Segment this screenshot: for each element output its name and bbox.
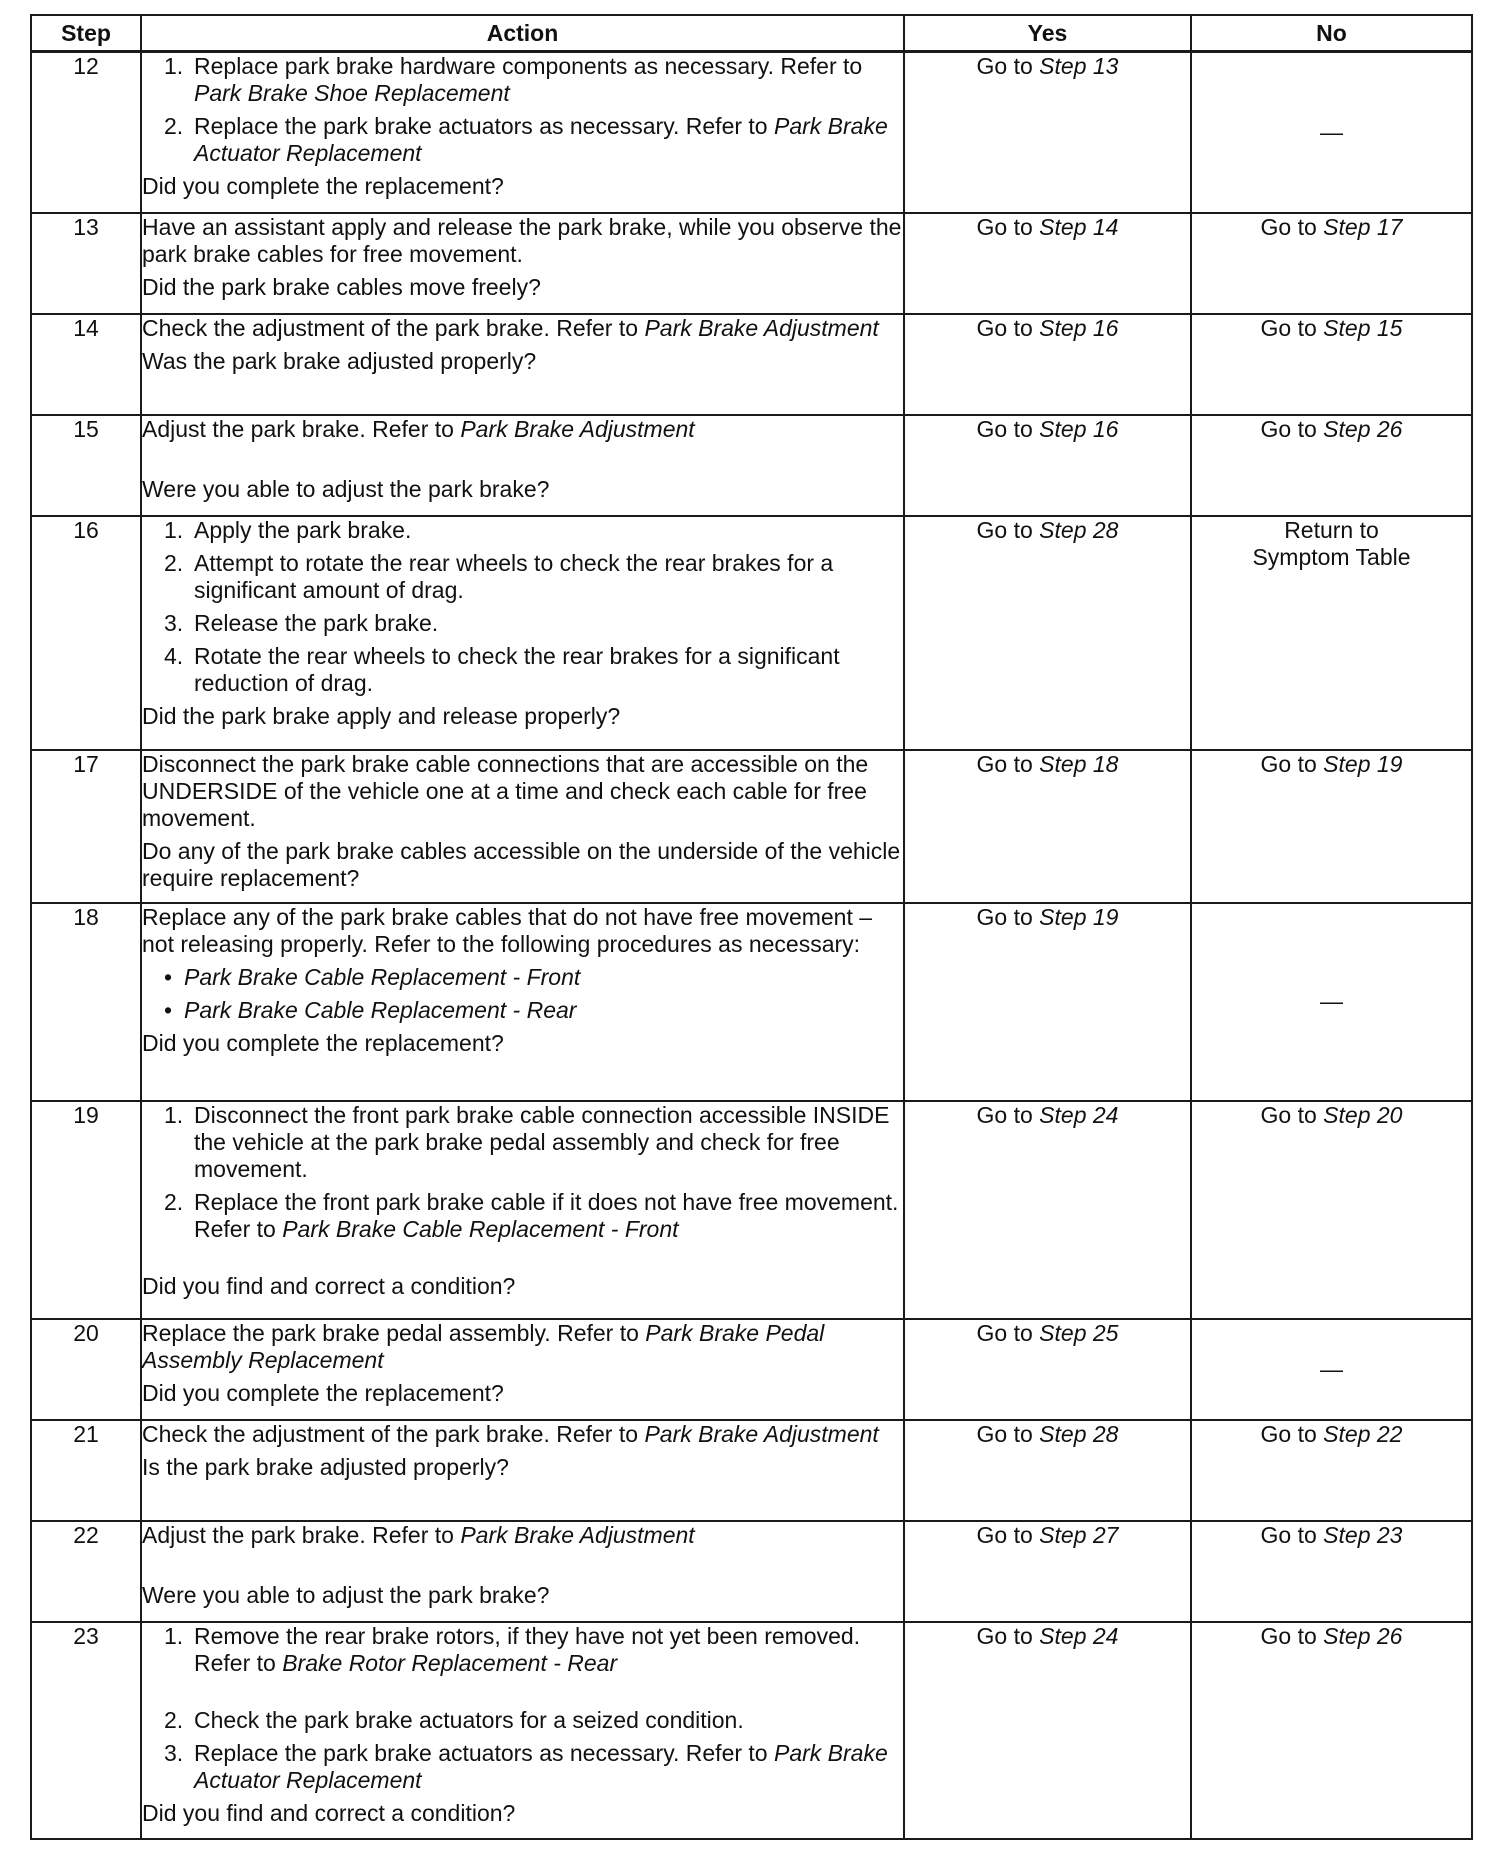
step-number: 13 — [31, 213, 141, 314]
no-result: Go to Step 20 — [1191, 1101, 1472, 1319]
list-item: 3. Release the park brake. — [164, 609, 439, 636]
step-number: 20 — [31, 1319, 141, 1420]
reference-link: Brake Rotor Replacement - Rear — [282, 1649, 618, 1676]
no-result: Go to Step 22 — [1191, 1420, 1472, 1521]
step-number: 23 — [31, 1622, 141, 1839]
reference-link: Park Brake Cable Replacement - Front — [282, 1215, 679, 1242]
no-result: Go to Step 23 — [1191, 1521, 1472, 1622]
no-result — [1191, 52, 1472, 213]
step-number: 15 — [31, 415, 141, 516]
reference-link: Park Brake Adjustment — [460, 1521, 695, 1548]
question-text: Is the park brake adjusted properly? — [142, 1453, 509, 1480]
action-cell — [141, 1319, 904, 1420]
step-number: 12 — [31, 52, 141, 213]
reference-link: Park Brake Shoe Replacement — [194, 80, 510, 106]
action-cell — [141, 903, 904, 1101]
step-number: 16 — [31, 516, 141, 750]
action-cell — [141, 1101, 904, 1319]
action-text: Replace any of the park brake cables that do not have free movement – not releasing properly. Refer to the following procedures as necessary: — [142, 903, 873, 957]
step-number: 22 — [31, 1521, 141, 1622]
action-text: Adjust the park brake. Refer to Park Brake Adjustment — [142, 415, 695, 442]
question-text: Did you find and correct a condition? — [142, 1799, 516, 1826]
step-number: 21 — [31, 1420, 141, 1521]
reference-link: Park Brake Cable Replacement - Rear — [184, 996, 577, 1023]
action-text: Check the adjustment of the park brake. Refer to Park Brake Adjustment — [142, 1420, 879, 1447]
no-result: Go to Step 19 — [1191, 750, 1472, 903]
table-row — [31, 903, 1472, 1101]
no-result — [1191, 903, 1472, 1101]
action-cell — [141, 1622, 904, 1839]
action-cell — [141, 213, 904, 314]
procedure-list — [142, 964, 903, 1024]
action-cell — [141, 314, 904, 415]
step-number: 18 — [31, 903, 141, 1101]
action-text: Have an assistant apply and release the park brake, while you observe the park brake cables for free movement. — [142, 213, 902, 267]
list-item: 2. Replace the park brake actuators as necessary. Refer to Park Brake Actuator Replacement — [164, 113, 888, 166]
table-header-row — [31, 15, 1472, 52]
action-cell — [141, 1521, 904, 1622]
yes-result: Go to Step 19 — [904, 903, 1191, 1101]
question-text: Do any of the park brake cables accessible on the underside of the vehicle require replacement? — [142, 837, 901, 891]
question-text: Were you able to adjust the park brake? — [142, 475, 550, 502]
question-text: Did you find and correct a condition? — [142, 1272, 516, 1299]
table-row — [31, 750, 1472, 903]
yes-result: Go to Step 25 — [904, 1319, 1191, 1420]
dash: — — [1320, 988, 1343, 1014]
table-row — [31, 213, 1472, 314]
list-item: 2. Replace the front park brake cable if it does not have free movement. Refer to Park Brake Cable Replacement - Front — [164, 1188, 899, 1242]
list-item: • Park Brake Cable Replacement - Rear — [164, 996, 577, 1023]
yes-result: Go to Step 27 — [904, 1521, 1191, 1622]
action-steps — [142, 517, 903, 697]
action-cell — [141, 750, 904, 903]
dash: — — [1320, 118, 1343, 145]
list-item: 1. Apply the park brake. — [164, 516, 412, 543]
yes-result: Go to Step 13 — [904, 52, 1191, 213]
yes-result: Go to Step 18 — [904, 750, 1191, 903]
action-steps — [142, 1102, 903, 1243]
list-item: 1. Remove the rear brake rotors, if they have not yet been removed. Refer to Brake Rotor Replacement - Rear — [164, 1622, 861, 1676]
list-item: 1. Disconnect the front park brake cable connection accessible INSIDE the vehicle at the park brake pedal assembly and check for free movement. — [164, 1101, 890, 1182]
list-item: 2. Check the park brake actuators for a seized condition. — [164, 1706, 744, 1733]
action-cell — [141, 52, 904, 213]
reference-link: Park Brake Actuator Replacement — [194, 113, 888, 166]
no-result: Go to Step 26 — [1191, 415, 1472, 516]
action-steps — [142, 1623, 903, 1794]
table-row — [31, 1622, 1472, 1839]
reference-link: Park Brake Pedal Assembly Replacement — [142, 1319, 825, 1373]
table-row — [31, 415, 1472, 516]
action-text: Replace the park brake pedal assembly. Refer to Park Brake Pedal Assembly Replacement — [142, 1319, 825, 1373]
question-text: Were you able to adjust the park brake? — [142, 1581, 550, 1608]
no-result — [1191, 1319, 1472, 1420]
no-result: Go to Step 26 — [1191, 1622, 1472, 1839]
yes-result: Go to Step 14 — [904, 213, 1191, 314]
list-item: 2. Attempt to rotate the rear wheels to check the rear brakes for a significant amount of drag. — [164, 549, 834, 603]
header-no: No — [1191, 15, 1472, 52]
header-action: Action — [141, 15, 904, 52]
no-result: Go to Step 15 — [1191, 314, 1472, 415]
question-text: Did the park brake apply and release properly? — [142, 702, 621, 729]
list-item: 3. Replace the park brake actuators as necessary. Refer to Park Brake Actuator Replacement — [164, 1739, 888, 1793]
list-item: • Park Brake Cable Replacement - Front — [164, 963, 581, 990]
yes-result: Go to Step 24 — [904, 1622, 1191, 1839]
question-text: Did you complete the replacement? — [142, 173, 504, 199]
reference-link: Park Brake Adjustment — [644, 1420, 879, 1447]
yes-result: Go to Step 24 — [904, 1101, 1191, 1319]
action-text: Check the adjustment of the park brake. Refer to Park Brake Adjustment — [142, 314, 879, 341]
table-row — [31, 52, 1472, 213]
yes-result: Go to Step 16 — [904, 415, 1191, 516]
table-row — [31, 314, 1472, 415]
list-item: 1. Replace park brake hardware components as necessary. Refer to Park Brake Shoe Replacement — [164, 53, 863, 106]
step-number: 17 — [31, 750, 141, 903]
dash: — — [1320, 1355, 1343, 1382]
reference-link: Park Brake Adjustment — [644, 314, 879, 341]
table-row — [31, 1101, 1472, 1319]
header-step: Step — [31, 15, 141, 52]
action-cell — [141, 415, 904, 516]
diagnostic-table — [30, 14, 1473, 1840]
action-text: Disconnect the park brake cable connections that are accessible on the UNDERSIDE of the vehicle one at a time and check each cable for free movement. — [142, 750, 869, 831]
question-text: Did you complete the replacement? — [142, 1029, 504, 1056]
no-result: Return to Symptom Table — [1191, 516, 1472, 750]
step-number: 14 — [31, 314, 141, 415]
no-result: Go to Step 17 — [1191, 213, 1472, 314]
table-row — [31, 1420, 1472, 1521]
question-text: Was the park brake adjusted properly? — [142, 347, 537, 374]
list-item: 4. Rotate the rear wheels to check the rear brakes for a significant reduction of drag. — [164, 642, 840, 696]
action-text: Adjust the park brake. Refer to Park Brake Adjustment — [142, 1521, 695, 1548]
header-yes: Yes — [904, 15, 1191, 52]
table-row — [31, 516, 1472, 750]
table-row — [31, 1319, 1472, 1420]
table-row — [31, 1521, 1472, 1622]
action-cell — [141, 516, 904, 750]
reference-link: Park Brake Cable Replacement - Front — [184, 963, 581, 990]
action-steps — [142, 53, 903, 167]
yes-result: Go to Step 28 — [904, 516, 1191, 750]
step-number: 19 — [31, 1101, 141, 1319]
reference-link: Park Brake Actuator Replacement — [194, 1739, 888, 1793]
question-text: Did the park brake cables move freely? — [142, 273, 541, 300]
reference-link: Park Brake Adjustment — [460, 415, 695, 442]
yes-result: Go to Step 28 — [904, 1420, 1191, 1521]
action-cell — [141, 1420, 904, 1521]
yes-result: Go to Step 16 — [904, 314, 1191, 415]
question-text: Did you complete the replacement? — [142, 1379, 504, 1406]
